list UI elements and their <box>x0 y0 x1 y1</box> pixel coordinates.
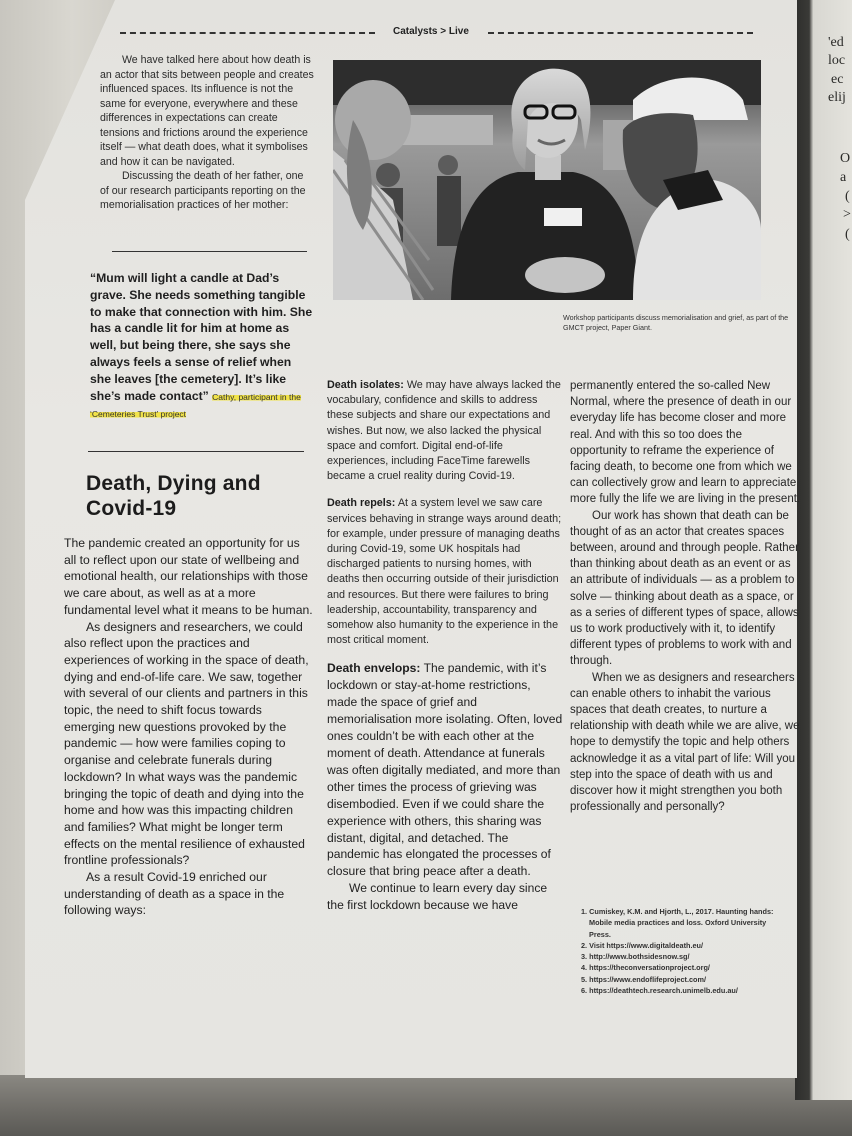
footnote: Press. <box>589 929 611 939</box>
body-paragraph: The pandemic created an opportunity for us all to reflect upon our state of wellbeing and emotional health, our relationships with those we care about, as well as at a more fundamental level what it means to be human. <box>64 536 313 617</box>
paragraph-label: Death envelops: <box>327 661 421 676</box>
photo-illustration <box>333 60 761 300</box>
footnote: 6. https://deathtech.research.unimelb.edu.au/ <box>581 986 738 996</box>
adjacent-page <box>795 0 852 1100</box>
photo-caption: Workshop participants discuss memorialisation and grief, as part of the GMCT project, Paper Giant. <box>563 313 789 332</box>
column-3 <box>570 378 802 815</box>
desk-edge <box>0 1075 852 1136</box>
section-title: Death, Dying and Covid-19 <box>86 472 261 520</box>
paragraph-text: At a system level we saw care services behaving in strange ways around death; for example, under pressure of managing deaths during Covid-19, some UK hospitals had discharged patients to nursing homes, with deaths then occurring outside of their jurisdiction and resources. But there were failures to bring leadership, accountability, transparency and somehow also humanity to the experience in the most critical moment. <box>327 497 562 647</box>
adjacent-fragment: ec <box>831 72 844 87</box>
adjacent-fragment: ( <box>845 189 850 204</box>
body-paragraph: As designers and researchers, we could also reflect upon the practices and experiences of working in the space of death, dying and end-of-life care. We saw, together with several of our clients and partners in this topic, the need to shift focus towards emerging new questions provoked by the pandemic — how were families coping to organise and celebrate funerals during lockdown? In what ways was the pandemic bringing the topic of death and dying into the home and how was this impacting children and families? What might be longer term effects on the mental resilience of exhausted frontline professionals? <box>64 619 309 868</box>
adjacent-fragment: loc <box>828 53 846 68</box>
column-1 <box>64 535 314 919</box>
adjacent-fragment: 'ed <box>828 35 844 50</box>
quote-rule-top <box>112 251 307 252</box>
footnotes <box>581 906 796 996</box>
quote-attribution: Cathy, participant in the ‘Cemeteries Trust’ project <box>90 391 301 420</box>
adjacent-fragment: O <box>840 151 851 166</box>
body-paragraph: As a result Covid-19 enriched our understanding of death as a space in the following ways: <box>64 870 285 918</box>
adjacent-fragment: ( <box>845 227 850 242</box>
adjacent-fragment: elij <box>828 90 846 105</box>
body-paragraph <box>327 660 564 880</box>
quote-text: “Mum will light a candle at Dad’s grave. She needs something tangible to make that connection with him. She has a candle lit for him at home as well, but being there, she says she always feels a sense of relief when she leaves [the cemetery]. It’s like she’s made contact” <box>90 271 313 403</box>
body-paragraph: permanently entered the so-called New Normal, where the presence of death in our everyday life has become closer and more real. And with this so too does the opportunity to reframe the experience of facing death, to become one from which we can collectively grow and learn to appreciate more fully the life we are living in the present. <box>570 380 801 506</box>
body-paragraph <box>327 378 564 484</box>
footnote: 5. https://www.endoflifeproject.com/ <box>581 974 707 984</box>
paragraph-text: We may have always lacked the vocabulary, confidence and skills to address these subjects and share our expectations and wishes. But now, we also lacked the physical space and comfort. Digital end-of-life experiences, including FaceTime farewells became a cruel reality during Covid-19. <box>327 379 561 483</box>
pull-quote <box>90 270 315 423</box>
body-paragraph: We continue to learn every day since the first lockdown because we have <box>327 881 548 913</box>
body-paragraph <box>327 496 564 648</box>
header-rule-left <box>120 32 375 34</box>
header-rule-right <box>488 32 753 34</box>
paragraph-label: Death repels: <box>327 497 396 510</box>
body-paragraph: Our work has shown that death can be thought of as an actor that creates spaces between, around and through people. Rather than thinking about death as an event or as an attribute of individuals — as a problem to solve — thinking about death as a space, or as a series of different types of space, allows us to work productively with it, to identify different types of problems to work with and through. <box>570 509 799 668</box>
body-paragraph: When we as designers and researchers can enable others to inhabit the various spaces that death creates, to nurture a relationship with death while we are alive, we hope to demystify the topic and help others acknowledge it as a vital part of life: Will you step into the space of death with us and discover how it might strengthen you both professionally and personally? <box>570 671 800 814</box>
intro-paragraph: Discussing the death of her father, one of our research participants reporting on the memorialisation practices of her mother: <box>100 170 306 211</box>
intro-text <box>100 53 315 213</box>
footnote: 2. Visit https://www.digitaldeath.eu/ <box>581 940 704 950</box>
footnote: 1. Cumiskey, K.M. and Hjorth, L., 2017. Haunting hands: <box>581 907 774 916</box>
adjacent-fragment: a <box>840 170 847 185</box>
column-2 <box>327 378 564 914</box>
footnote: Mobile media practices and loss. Oxford University <box>589 918 767 928</box>
intro-paragraph: We have talked here about how death is an actor that sits between people and creates influenced spaces. Its influence is not the same for everyone, everywhere and these differences in expectations can create tensions and frictions around the experience itself — what death does, what it symbolises and how it can be navigated. <box>100 54 314 168</box>
adjacent-fragment: > <box>843 207 851 222</box>
footnote: 3. http://www.bothsidesnow.sg/ <box>581 952 690 962</box>
paragraph-text: The pandemic, with it’s lockdown or stay-at-home restrictions, made the space of grief and memorialisation more isolating. Often, loved ones couldn’t be with each other at the moment of death. Attendance at funerals was often digitally mediated, and more than other times the process of grieving was disembodied. Even if we could share the experience with others, this sharing was distant, digital, and detached. The pandemic has elongated the processes of closure that bring peace after a death. <box>327 661 563 879</box>
paragraph-label: Death isolates: <box>327 379 404 391</box>
workshop-photo <box>333 60 761 300</box>
quote-rule-bottom <box>88 451 304 452</box>
footnote: 4. https://theconversationproject.org/ <box>581 963 710 973</box>
running-header: Catalysts > Live <box>393 26 469 37</box>
